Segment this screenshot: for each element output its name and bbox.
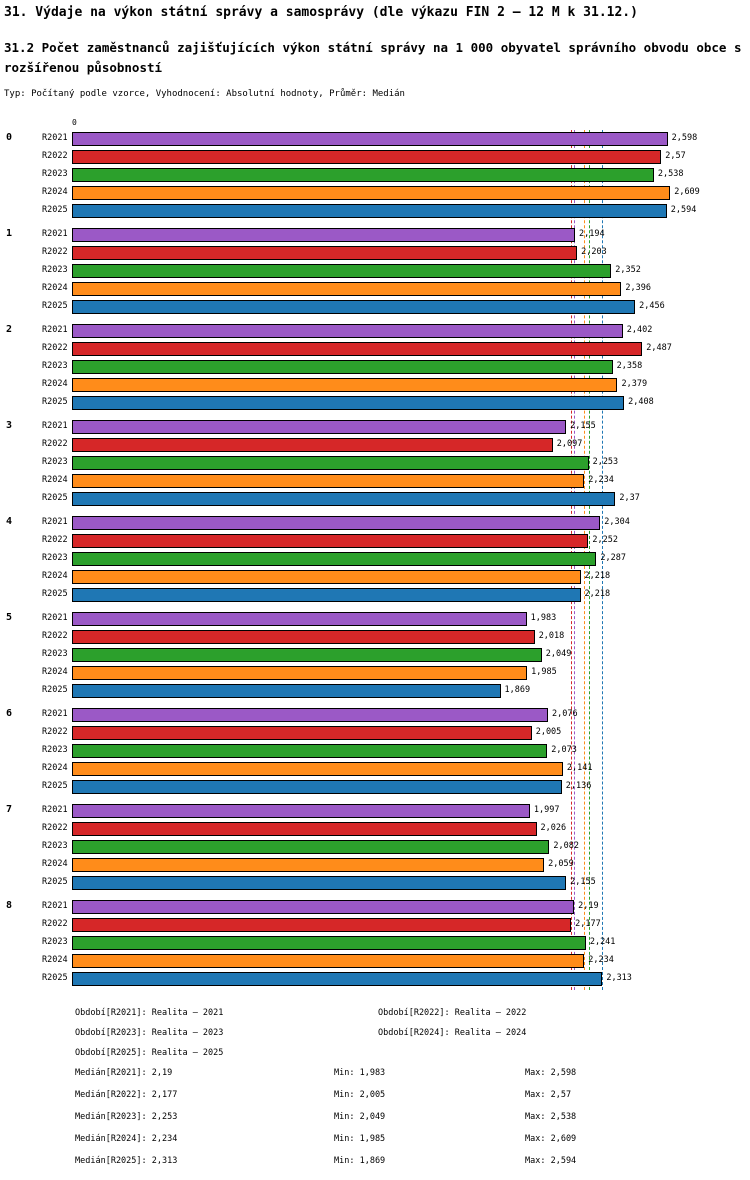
bar-row-label: R2022 (42, 919, 68, 929)
stat-min: Min: 1,869 (334, 1156, 386, 1166)
legend-entry: Období[R2025]: Realita – 2025 (75, 1048, 224, 1058)
bar-row[interactable] (0, 340, 750, 358)
bar-row[interactable] (0, 802, 750, 820)
bar-r2024[interactable] (72, 666, 527, 680)
bar-group (0, 322, 750, 412)
bar-value-label: 2,241 (589, 937, 616, 947)
bar-value-label: 2,253 (592, 457, 619, 467)
bar-r2025[interactable] (72, 204, 667, 218)
report-title: 31. Výdaje na výkon státní správy a samosprávy (dle výkazu FIN 2 – 12 M k 31.12.) (4, 5, 638, 20)
bar-row-label: R2024 (42, 955, 68, 965)
group-label: 2 (6, 324, 13, 335)
bar-row[interactable] (0, 874, 750, 892)
bar-row[interactable] (0, 358, 750, 376)
stats-row (0, 1112, 750, 1134)
bar-r2023[interactable] (72, 840, 549, 854)
bar-row-label: R2024 (42, 859, 68, 869)
bar-row[interactable] (0, 130, 750, 148)
bar-row-label: R2025 (42, 685, 68, 695)
bar-value-label: 2,37 (619, 493, 640, 503)
bar-row-label: R2021 (42, 709, 68, 719)
bar-value-label: 2,594 (670, 205, 697, 215)
bar-row-label: R2021 (42, 805, 68, 815)
bar-r2023[interactable] (72, 648, 542, 662)
bar-r2025[interactable] (72, 876, 566, 890)
bar-chart-plot (0, 130, 750, 990)
group-label: 1 (6, 228, 13, 239)
bar-row[interactable] (0, 490, 750, 508)
stat-median: Medián[R2022]: 2,177 (75, 1090, 178, 1100)
bar-value-label: 2,082 (553, 841, 579, 851)
bar-r2023[interactable] (72, 360, 613, 374)
bar-row[interactable] (0, 682, 750, 700)
bar-row[interactable] (0, 610, 750, 628)
bar-row-label: R2023 (42, 745, 68, 755)
bar-row[interactable] (0, 532, 750, 550)
chart-title: 31.2 Počet zaměstnanců zajišťujících výkon státní správy na 1 000 obyvatel správního obvodu obce s rozšířenou působností (4, 40, 742, 75)
bar-r2022[interactable] (72, 342, 642, 356)
bar-value-label: 2,203 (581, 247, 607, 257)
bar-value-label: 1,869 (504, 685, 531, 695)
bar-group (0, 610, 750, 700)
bar-row-label: R2021 (42, 613, 68, 623)
bar-r2023[interactable] (72, 744, 547, 758)
bar-row[interactable] (0, 586, 750, 604)
bar-r2025[interactable] (72, 300, 635, 314)
stat-min: Min: 1,983 (334, 1068, 386, 1078)
stat-max: Max: 2,57 (525, 1090, 572, 1100)
bar-row[interactable] (0, 646, 750, 664)
bar-value-label: 2,358 (616, 361, 643, 371)
bar-value-label: 2,177 (575, 919, 601, 929)
group-label: 6 (6, 708, 13, 719)
bar-value-label: 2,141 (566, 763, 593, 773)
bar-row-label: R2022 (42, 247, 68, 257)
bar-r2022[interactable] (72, 630, 535, 644)
bar-r2024[interactable] (72, 282, 621, 296)
bar-value-label: 2,598 (671, 133, 698, 143)
bar-value-label: 2,018 (538, 631, 565, 641)
bar-r2023[interactable] (72, 264, 611, 278)
bar-value-label: 1,997 (533, 805, 560, 815)
stat-median: Medián[R2023]: 2,253 (75, 1112, 178, 1122)
stats-row (0, 1156, 750, 1178)
bar-value-label: 2,076 (551, 709, 578, 719)
bar-r2022[interactable] (72, 438, 553, 452)
legend-row (0, 1048, 750, 1068)
bar-row-label: R2022 (42, 535, 68, 545)
bar-value-label: 2,059 (548, 859, 574, 869)
stat-max: Max: 2,538 (525, 1112, 577, 1122)
stat-min: Min: 1,985 (334, 1134, 386, 1144)
stats-row (0, 1134, 750, 1156)
bar-row-label: R2024 (42, 667, 68, 677)
bar-row-label: R2023 (42, 841, 68, 851)
bar-row-label: R2024 (42, 475, 68, 485)
bar-row-label: R2022 (42, 343, 68, 353)
bar-row[interactable] (0, 664, 750, 682)
bar-r2024[interactable] (72, 570, 581, 584)
bar-row-label: R2024 (42, 763, 68, 773)
bar-row[interactable] (0, 166, 750, 184)
group-label: 5 (6, 612, 13, 623)
bar-r2025[interactable] (72, 588, 581, 602)
bar-row-label: R2021 (42, 517, 68, 527)
bar-row[interactable] (0, 742, 750, 760)
bar-r2021[interactable] (72, 804, 530, 818)
bar-row-label: R2025 (42, 301, 68, 311)
stat-min: Min: 2,005 (334, 1090, 386, 1100)
bar-group (0, 706, 750, 796)
bar-value-label: 2,352 (615, 265, 641, 275)
bar-r2022[interactable] (72, 726, 532, 740)
bar-row[interactable] (0, 244, 750, 262)
bar-value-label: 2,194 (579, 229, 605, 239)
bar-row-label: R2025 (42, 973, 68, 983)
bar-r2021[interactable] (72, 132, 668, 146)
bar-r2025[interactable] (72, 396, 624, 410)
bar-r2024[interactable] (72, 474, 584, 488)
bar-row-label: R2023 (42, 937, 68, 947)
bar-value-label: 2,456 (639, 301, 665, 311)
bar-value-label: 2,408 (628, 397, 654, 407)
stat-median: Medián[R2025]: 2,313 (75, 1156, 178, 1166)
chart-legend (0, 1008, 750, 1068)
bar-value-label: 2,396 (625, 283, 651, 293)
bar-r2021[interactable] (72, 708, 548, 722)
bar-value-label: 2,252 (592, 535, 618, 545)
bar-r2024[interactable] (72, 858, 544, 872)
bar-r2025[interactable] (72, 684, 501, 698)
group-label: 3 (6, 420, 13, 431)
bar-row-label: R2024 (42, 283, 68, 293)
bar-r2021[interactable] (72, 612, 527, 626)
stat-max: Max: 2,609 (525, 1134, 577, 1144)
bar-value-label: 2,026 (540, 823, 567, 833)
bar-row[interactable] (0, 514, 750, 532)
bar-group (0, 418, 750, 508)
bar-row-label: R2025 (42, 493, 68, 503)
bar-r2022[interactable] (72, 534, 588, 548)
bar-row[interactable] (0, 916, 750, 934)
bar-r2023[interactable] (72, 936, 586, 950)
bar-row[interactable] (0, 898, 750, 916)
bar-row-label: R2025 (42, 589, 68, 599)
bar-row-label: R2023 (42, 169, 68, 179)
legend-row (0, 1028, 750, 1048)
bar-value-label: 2,073 (551, 745, 577, 755)
chart-statistics (0, 1068, 750, 1178)
bar-row[interactable] (0, 394, 750, 412)
axis-zero-label: 0 (72, 118, 77, 127)
legend-entry: Období[R2023]: Realita – 2023 (75, 1028, 224, 1038)
bar-group (0, 514, 750, 604)
legend-entry: Období[R2022]: Realita – 2022 (378, 1008, 527, 1018)
bar-value-label: 2,155 (570, 877, 596, 887)
bar-row[interactable] (0, 472, 750, 490)
bar-row-label: R2021 (42, 421, 68, 431)
bar-row[interactable] (0, 262, 750, 280)
stats-row (0, 1090, 750, 1112)
group-label: 8 (6, 900, 13, 911)
bar-value-label: 2,049 (545, 649, 572, 659)
bar-r2021[interactable] (72, 324, 623, 338)
bar-value-label: 2,313 (606, 973, 632, 983)
bar-row[interactable] (0, 778, 750, 796)
stat-median: Medián[R2024]: 2,234 (75, 1134, 178, 1144)
bar-row[interactable] (0, 550, 750, 568)
chart-subtitle: Typ: Počítaný podle vzorce, Vyhodnocení: Absolutní hodnoty, Průměr: Medián (4, 89, 405, 99)
bar-r2023[interactable] (72, 168, 654, 182)
bar-group (0, 226, 750, 316)
bar-row[interactable] (0, 184, 750, 202)
bar-value-label: 2,005 (535, 727, 562, 737)
bar-value-label: 2,538 (657, 169, 684, 179)
bar-row-label: R2025 (42, 397, 68, 407)
bar-row-label: R2025 (42, 781, 68, 791)
bar-row-label: R2021 (42, 901, 68, 911)
bar-value-label: 2,487 (646, 343, 672, 353)
bar-row[interactable] (0, 436, 750, 454)
bar-r2025[interactable] (72, 780, 562, 794)
bar-row-label: R2024 (42, 571, 68, 581)
bar-r2023[interactable] (72, 552, 596, 566)
bar-row-label: R2023 (42, 457, 68, 467)
bar-row[interactable] (0, 298, 750, 316)
bar-row[interactable] (0, 724, 750, 742)
stat-max: Max: 2,594 (525, 1156, 577, 1166)
bar-row-label: R2022 (42, 631, 68, 641)
bar-value-label: 2,379 (621, 379, 648, 389)
bar-r2024[interactable] (72, 954, 584, 968)
bar-value-label: 2,57 (665, 151, 686, 161)
bar-row-label: R2025 (42, 205, 68, 215)
bar-value-label: 2,287 (600, 553, 626, 563)
bar-row-label: R2023 (42, 361, 68, 371)
bar-group (0, 898, 750, 988)
bar-r2024[interactable] (72, 186, 670, 200)
bar-r2025[interactable] (72, 492, 615, 506)
bar-r2024[interactable] (72, 762, 563, 776)
bar-row[interactable] (0, 454, 750, 472)
bar-value-label: 2,234 (588, 475, 614, 485)
bar-row-label: R2022 (42, 823, 68, 833)
bar-row-label: R2021 (42, 133, 68, 143)
bar-row-label: R2024 (42, 187, 68, 197)
bar-r2021[interactable] (72, 900, 574, 914)
bar-value-label: 2,218 (584, 571, 611, 581)
bar-value-label: 2,218 (584, 589, 611, 599)
bar-r2023[interactable] (72, 456, 589, 470)
bar-group (0, 130, 750, 220)
stat-max: Max: 2,598 (525, 1068, 577, 1078)
bar-r2021[interactable] (72, 420, 566, 434)
bar-r2022[interactable] (72, 822, 537, 836)
bar-row[interactable] (0, 820, 750, 838)
stats-row (0, 1068, 750, 1090)
bar-r2024[interactable] (72, 378, 617, 392)
bar-row[interactable] (0, 226, 750, 244)
bar-value-label: 2,304 (604, 517, 630, 527)
legend-entry: Období[R2024]: Realita – 2024 (378, 1028, 527, 1038)
bar-row[interactable] (0, 376, 750, 394)
bar-row-label: R2023 (42, 553, 68, 563)
bar-row[interactable] (0, 202, 750, 220)
bar-row[interactable] (0, 856, 750, 874)
bar-r2021[interactable] (72, 516, 600, 530)
group-label: 7 (6, 804, 13, 815)
legend-entry: Období[R2021]: Realita – 2021 (75, 1008, 224, 1018)
bar-row-label: R2021 (42, 325, 68, 335)
bar-row-label: R2022 (42, 439, 68, 449)
bar-row[interactable] (0, 628, 750, 646)
legend-row (0, 1008, 750, 1028)
bar-r2025[interactable] (72, 972, 602, 986)
bar-row[interactable] (0, 568, 750, 586)
bar-row-label: R2023 (42, 649, 68, 659)
group-label: 0 (6, 132, 13, 143)
stat-median: Medián[R2021]: 2,19 (75, 1068, 173, 1078)
bar-row-label: R2025 (42, 877, 68, 887)
bar-r2022[interactable] (72, 246, 577, 260)
group-label: 4 (6, 516, 13, 527)
bar-row[interactable] (0, 322, 750, 340)
bar-row[interactable] (0, 706, 750, 724)
bar-value-label: 2,402 (626, 325, 653, 335)
bar-row-label: R2023 (42, 265, 68, 275)
bar-value-label: 1,985 (531, 667, 557, 677)
bar-group (0, 802, 750, 892)
bar-value-label: 2,097 (556, 439, 583, 449)
bar-row[interactable] (0, 280, 750, 298)
bar-r2022[interactable] (72, 918, 571, 932)
bar-row-label: R2022 (42, 727, 68, 737)
bar-value-label: 2,155 (570, 421, 596, 431)
bar-row[interactable] (0, 148, 750, 166)
bar-value-label: 2,234 (588, 955, 614, 965)
bar-row-label: R2024 (42, 379, 68, 389)
bar-row-label: R2021 (42, 229, 68, 239)
bar-row[interactable] (0, 418, 750, 436)
bar-r2021[interactable] (72, 228, 575, 242)
bar-row[interactable] (0, 952, 750, 970)
bar-value-label: 1,983 (530, 613, 557, 623)
bar-row[interactable] (0, 760, 750, 778)
bar-value-label: 2,609 (674, 187, 700, 197)
bar-row[interactable] (0, 970, 750, 988)
bar-value-label: 2,136 (565, 781, 592, 791)
bar-row[interactable] (0, 934, 750, 952)
bar-value-label: 2,19 (578, 901, 599, 911)
bar-row[interactable] (0, 838, 750, 856)
stat-min: Min: 2,049 (334, 1112, 386, 1122)
bar-r2022[interactable] (72, 150, 661, 164)
bar-row-label: R2022 (42, 151, 68, 161)
